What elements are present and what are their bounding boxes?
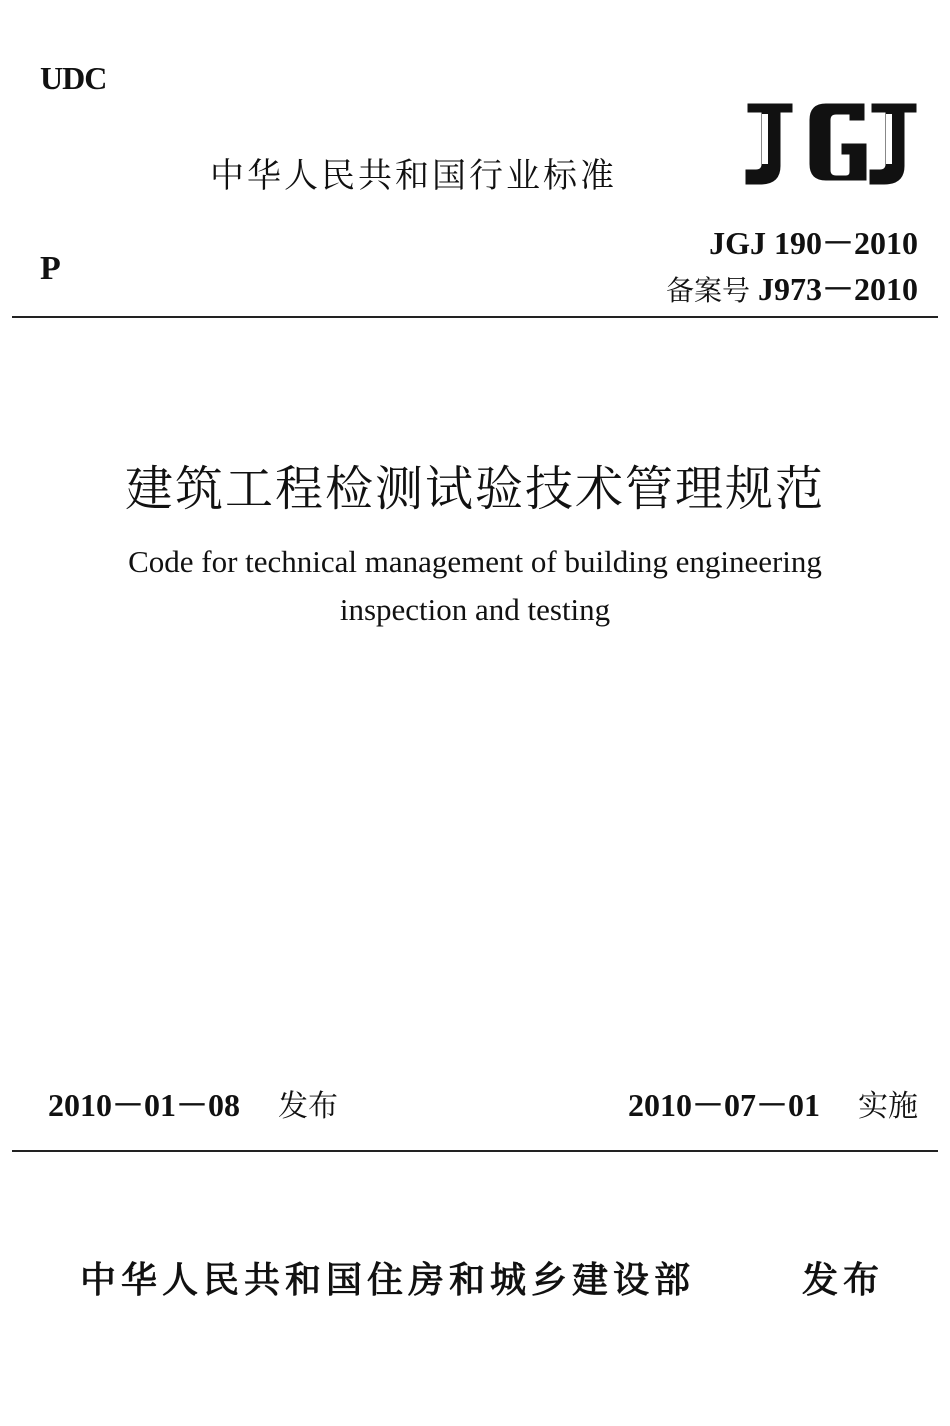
udc-label: UDC [40,60,107,96]
category-label: P [40,250,61,287]
issue-date: 2010－01－08 [48,1087,241,1123]
industry-standard-heading: 中华人民共和国行业标准 [210,156,617,196]
issue-label: 发布 [278,1089,339,1124]
bottom-divider [12,1150,938,1152]
implement-date-block [628,1080,918,1126]
record-label: 备案号 [665,274,750,307]
title-chinese: 建筑工程检测试验技术管理规范 [124,461,825,517]
title-english-line1: Code for technical management of building engineering [128,544,822,579]
issue-date-block [48,1080,338,1126]
title-english-line2: inspection and testing [339,592,611,627]
jgj-logo [738,100,918,190]
implement-date: 2010－07－01 [627,1087,820,1123]
publish-label: 发布 [802,1260,885,1301]
publisher-name: 中华人民共和国住房和城乡建设部 [80,1260,696,1301]
record-value: J973－2010 [757,271,918,307]
top-divider [12,316,938,318]
implement-label: 实施 [858,1089,918,1124]
record-number [666,264,918,310]
standard-code: JGJ 190－2010 [709,225,918,261]
